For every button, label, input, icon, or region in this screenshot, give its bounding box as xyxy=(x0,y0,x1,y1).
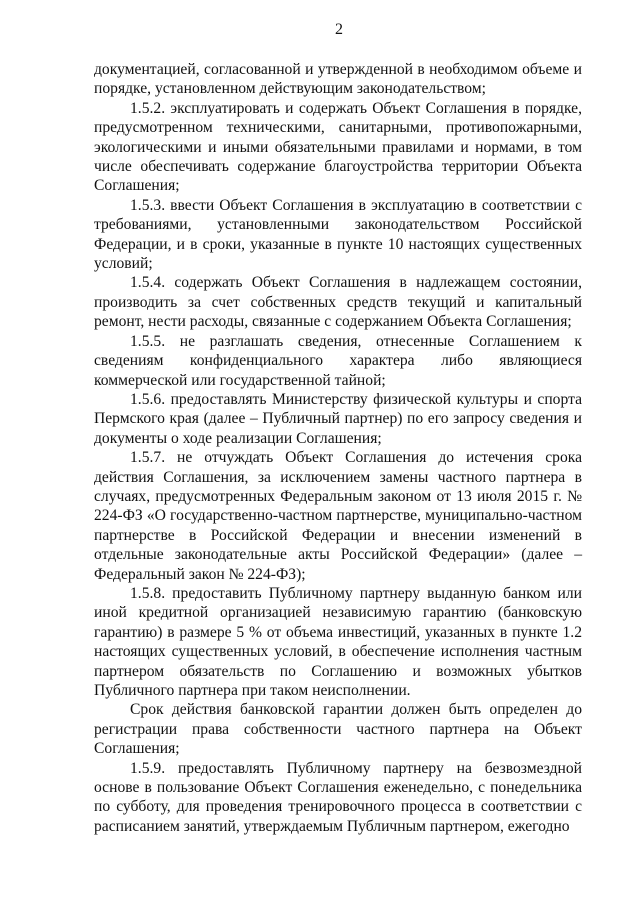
page-number: 2 xyxy=(335,21,343,38)
paragraph-1-5-4: 1.5.4. содержать Объект Соглашения в надлежащем состоянии, производить за счет собственных средств текущий и капитальный ремонт, нести расходы, связанные с содержанием Объекта Соглашения; xyxy=(94,274,582,331)
paragraph-1-5-5: 1.5.5. не разглашать сведения, отнесенные Соглашением к сведениям конфиденциального характера либо являющиеся коммерческой или государственной тайной; xyxy=(94,332,582,389)
paragraph-1-5-3: 1.5.3. ввести Объект Соглашения в эксплуатацию в соответствии с требованиями, установленными законодательством Российской Федерации, и в сроки, указанные в пункте 10 настоящих существенных условий; xyxy=(94,196,582,273)
document-body xyxy=(94,60,582,836)
paragraph-1-5-6: 1.5.6. предоставлять Министерству физической культуры и спорта Пермского края (далее – Публичный партнер) по его запросу сведения и документы о ходе реализации Соглашения; xyxy=(94,390,582,447)
paragraph-1-5-8: 1.5.8. предоставить Публичному партнеру выданную банком или иной кредитной организацией независимую гарантию (банковскую гарантию) в размере 5 % от объема инвестиций, указанных в пункте 1.2 настоящих существенных условий, в обеспечение исполнения частным партнером обязательств по Соглашению и возможных убытков Публичного партнера при таком неисполнении. xyxy=(94,584,582,699)
paragraph-1-5-7: 1.5.7. не отчуждать Объект Соглашения до истечения срока действия Соглашения, за исключением замены частного партнера в случаях, предусмотренных Федеральным законом от 13 июля 2015 г. № 224-ФЗ «О государственно-частном партнерстве, муниципально-частном партнерстве в Российской Федерации и внесении изменений в отдельные законодательные акты Российской Федерации» (далее – Федеральный закон № 224-ФЗ); xyxy=(94,449,582,583)
paragraph-continuation: документацией, согласованной и утвержденной в необходимом объеме и порядке, установленном действующим законодательством; xyxy=(94,61,582,98)
paragraph-guarantee-term: Срок действия банковской гарантии должен быть определен до регистрации права собственности частного партнера на Объект Соглашения; xyxy=(94,701,582,758)
paragraph-1-5-9: 1.5.9. предоставлять Публичному партнеру на безвозмездной основе в пользование Объект Соглашения еженедельно, с понедельника по субботу, для проведения тренировочного процесса в соответствии с расписанием занятий, утверждаемым Публичным партнером, ежегодно xyxy=(94,759,582,835)
paragraph-1-5-2: 1.5.2. эксплуатировать и содержать Объект Соглашения в порядке, предусмотренном техническими, санитарными, противопожарными, экологическими и иными обязательными правилами и нормами, в том числе обеспечивать содержание благоустройства территории Объекта Соглашения; xyxy=(94,99,582,195)
